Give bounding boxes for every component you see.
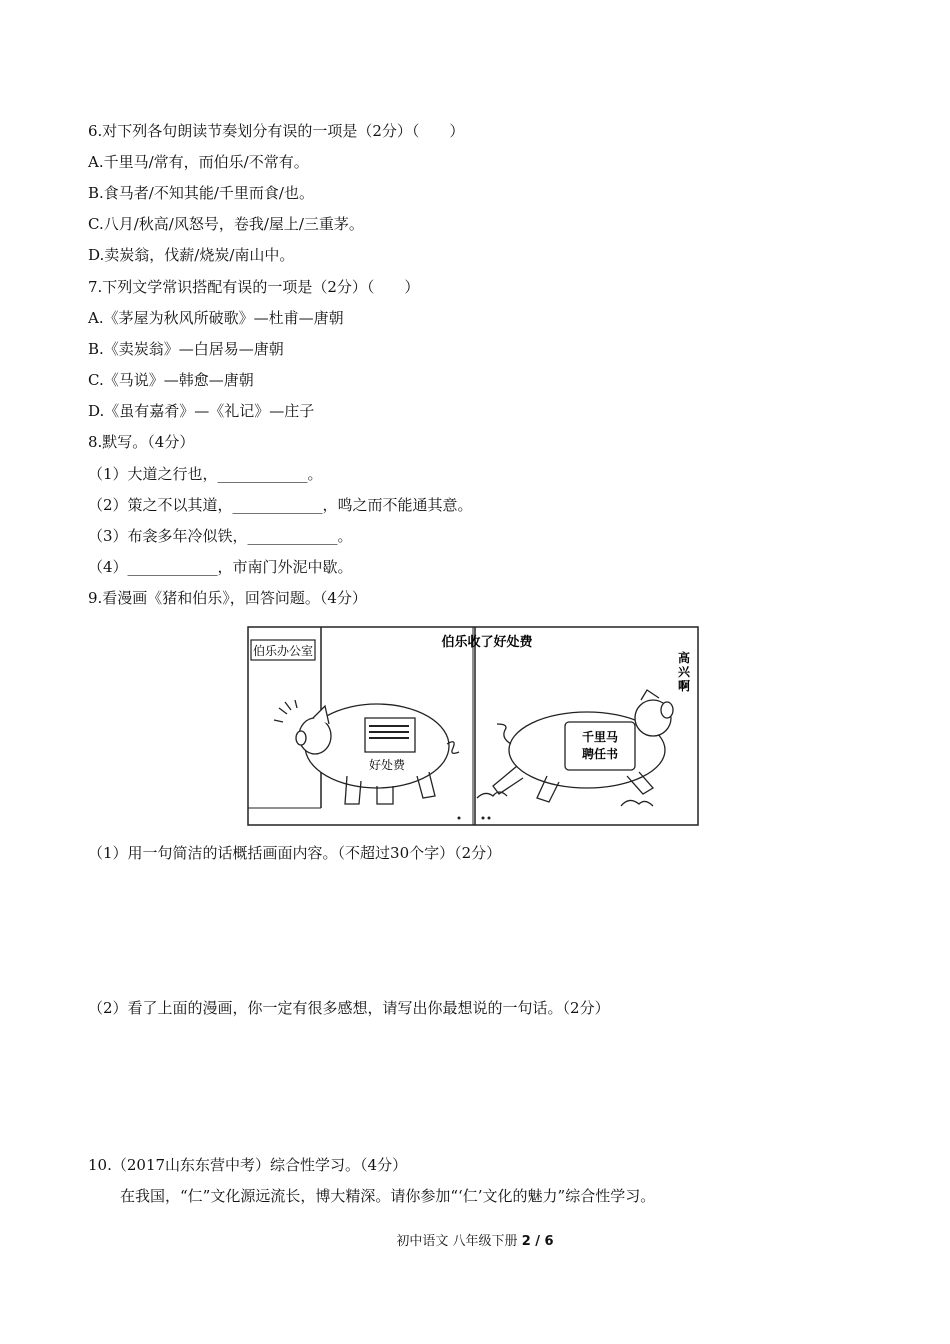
q7-option-a: A.《茅屋为秋风所破歌》—杜甫—唐朝: [88, 309, 344, 327]
pig-right-label-2: 聘任书: [581, 747, 619, 761]
q7-option-b: B.《卖炭翁》—白居易—唐朝: [88, 340, 284, 358]
speech-char-1: 高: [677, 651, 691, 665]
page-number: 2 / 6: [521, 1234, 554, 1249]
q9-sub2: （2）看了上面的漫画，你一定有很多感想，请写出你最想说的一句话。（2分）: [88, 999, 610, 1017]
footer-text: 初中语文 八年级下册: [396, 1234, 518, 1249]
office-sign-text: 伯乐办公室: [252, 644, 314, 658]
q7-option-c: C.《马说》—韩愈—唐朝: [88, 371, 254, 389]
q9-sub1: （1）用一句简洁的话概括画面内容。（不超过30个字）（2分）: [88, 844, 502, 862]
q10-intro: 在我国，“仁”文化源远流长，博大精深。请你参加“‘仁’文化的魅力”综合性学习。: [120, 1187, 656, 1205]
speech-char-3: 啊: [677, 679, 691, 693]
q8-item-1: （1）大道之行也，____________。: [88, 465, 323, 483]
comic-illustration: [247, 626, 699, 826]
q9-stem: 9.看漫画《猪和伯乐》，回答问题。（4分）: [88, 589, 367, 607]
speech-char-2: 兴: [677, 665, 691, 679]
q6-option-a: A.千里马/常有，而伯乐/不常有。: [88, 153, 309, 171]
q8-item-2: （2）策之不以其道，____________，鸣之而不能通其意。: [88, 496, 473, 514]
q8-item-3: （3）布衾多年冷似铁，____________。: [88, 527, 353, 545]
q7-stem: 7.下列文学常识搭配有误的一项是（2分）（ ）: [88, 278, 420, 296]
pig-left-label: 好处费: [368, 758, 406, 772]
q6-option-b: B.食马者/不知其能/千里而食/也。: [88, 184, 314, 202]
q8-item-4: （4）____________，市南门外泥中歇。: [88, 558, 353, 576]
q7-option-d: D.《虽有嘉肴》—《礼记》—庄子: [88, 402, 315, 420]
q6-stem: 6.对下列各句朗读节奏划分有误的一项是（2分）（ ）: [88, 122, 465, 140]
pig-right-label-1: 千里马: [581, 730, 619, 744]
panel-title: 伯乐收了好处费: [441, 635, 533, 650]
page-footer: [0, 1230, 950, 1249]
q10-stem: 10.（2017山东东营中考）综合性学习。（4分）: [88, 1156, 408, 1174]
q6-option-c: C.八月/秋高/风怒号，卷我/屋上/三重茅。: [88, 215, 364, 233]
q8-stem: 8.默写。（4分）: [88, 433, 195, 451]
q6-option-d: D.卖炭翁，伐薪/烧炭/南山中。: [88, 246, 295, 264]
